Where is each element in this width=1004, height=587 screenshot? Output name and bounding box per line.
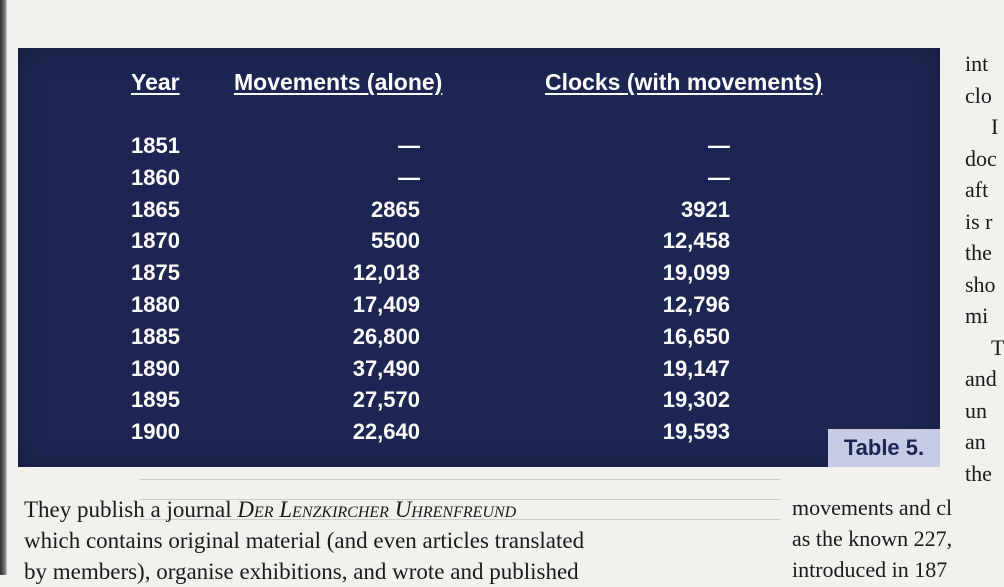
- production-table: [18, 48, 940, 467]
- cell-movements: 37,490: [352, 355, 420, 381]
- cell-year: 1860: [131, 164, 180, 190]
- right-column-fragment: [965, 48, 1004, 489]
- cell-movements: 22,640: [352, 419, 420, 445]
- table-row: [18, 162, 940, 194]
- right-line: int: [965, 51, 989, 76]
- cell-clocks: 12,458: [662, 228, 730, 254]
- right-line: I: [991, 114, 999, 139]
- body-line-text: They publish a journal: [24, 497, 238, 522]
- cell-movements: 12,018: [352, 260, 420, 286]
- right-line: doc: [965, 145, 997, 171]
- cell-movements: 5500: [371, 228, 420, 254]
- cell-year: 1870: [131, 228, 180, 254]
- right-line: the: [965, 460, 992, 486]
- right-line: mi: [965, 303, 989, 328]
- cell-clocks: 3921: [681, 196, 730, 222]
- cell-clocks: 19,593: [662, 419, 730, 445]
- right-line: clo: [965, 82, 992, 108]
- right-column-lower: [792, 492, 1000, 585]
- cell-clocks: —: [708, 164, 730, 190]
- right-lower-line: introduced in 187: [792, 557, 948, 582]
- table-row: [18, 353, 940, 385]
- table-row: [18, 225, 940, 257]
- table-caption-label: Table 5.: [828, 429, 940, 467]
- table-row: [18, 289, 940, 321]
- body-line: which contains original material (and even articles translated: [24, 528, 585, 553]
- right-lower-line: as the known 227,: [792, 526, 953, 551]
- page-binding-edge: [0, 0, 7, 575]
- table-row: [18, 130, 940, 162]
- table-row: [18, 257, 940, 289]
- right-line: the: [965, 240, 992, 265]
- cell-year: 1865: [131, 196, 180, 222]
- table-row: [18, 194, 940, 226]
- cell-movements: —: [398, 133, 420, 158]
- cell-clocks: 12,796: [662, 291, 730, 317]
- right-line: and: [965, 366, 997, 391]
- cell-movements: 17,409: [352, 291, 420, 317]
- table-row: [18, 384, 940, 416]
- cell-year: 1895: [131, 387, 180, 413]
- table-body: [18, 130, 940, 448]
- header-movements: Movements (alone): [234, 69, 443, 95]
- right-line: an: [965, 429, 986, 454]
- table-row: [18, 321, 940, 353]
- header-year: Year: [131, 69, 180, 95]
- journal-title: Der Lenzkircher Uhrenfreund: [237, 497, 517, 522]
- body-line: [24, 494, 784, 525]
- right-line: un: [965, 397, 987, 423]
- cell-clocks: 19,099: [662, 260, 730, 286]
- table-row: [18, 416, 940, 448]
- cell-clocks: 19,302: [662, 387, 730, 413]
- cell-year: 1880: [131, 291, 180, 317]
- right-line: sho: [965, 271, 996, 297]
- right-lower-line: movements and cl: [792, 495, 953, 520]
- cell-movements: 26,800: [352, 323, 420, 349]
- right-line: T: [991, 334, 1004, 360]
- cell-year: 1890: [131, 355, 180, 381]
- cell-clocks: 19,147: [662, 355, 730, 381]
- cell-clocks: 16,650: [662, 323, 730, 349]
- cell-year: 1851: [131, 133, 180, 158]
- body-paragraph: [24, 494, 784, 587]
- cell-year: 1900: [131, 419, 180, 445]
- right-line: is r: [965, 208, 993, 234]
- cell-movements: —: [398, 164, 420, 190]
- body-line: by members), organise exhibitions, and wrote and published: [24, 559, 579, 584]
- cell-movements: 27,570: [352, 387, 420, 413]
- cell-clocks: —: [708, 133, 730, 158]
- right-line: aft: [965, 177, 989, 202]
- cell-year: 1885: [131, 323, 180, 349]
- header-clocks: Clocks (with movements): [545, 69, 823, 95]
- cell-year: 1875: [131, 260, 180, 286]
- cell-movements: 2865: [371, 196, 420, 222]
